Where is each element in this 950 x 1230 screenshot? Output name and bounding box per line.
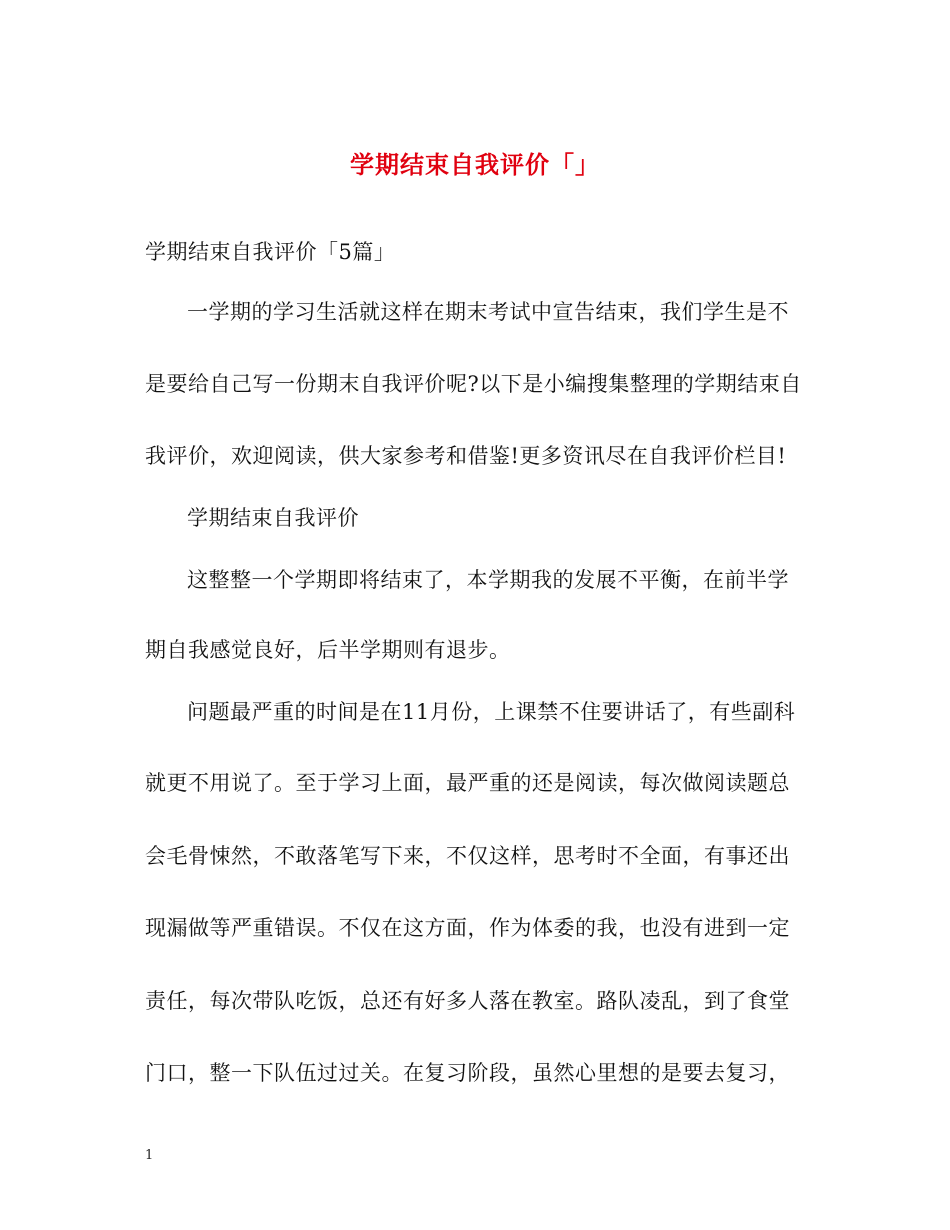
paragraph-line: 问题最严重的时间是在11月份，上课禁不住要讲话了，有些副科 [187, 700, 796, 724]
page-number: 1 [145, 1148, 154, 1163]
paragraph-line: 责任，每次带队吃饭，总还有好多人落在教室。路队凌乱，到了食堂 [145, 989, 790, 1013]
paragraph-line: 是要给自己写一份期末自我评价呢?以下是小编搜集整理的学期结束自 [145, 372, 802, 396]
paragraph-line: 一学期的学习生活就这样在期末考试中宣告结束，我们学生是不 [187, 300, 789, 324]
document-title: 学期结束自我评价「」 [350, 150, 600, 179]
paragraph-line: 就更不用说了。至于学习上面，最严重的还是阅读，每次做阅读题总 [145, 771, 790, 795]
paragraph-line: 现漏做等严重错误。不仅在这方面，作为体委的我，也没有进到一定 [145, 916, 790, 940]
paragraph-line: 会毛骨悚然，不敢落笔写下来，不仅这样，思考时不全面，有事还出 [145, 844, 790, 868]
paragraph-line: 这整整一个学期即将结束了，本学期我的发展不平衡，在前半学 [187, 568, 789, 592]
document-subtitle: 学期结束自我评价「5篇」 [145, 240, 396, 264]
paragraph-line: 门口，整一下队伍过过关。在复习阶段，虽然心里想的是要去复习， [145, 1061, 790, 1085]
section-heading: 学期结束自我评价 [187, 506, 359, 530]
paragraph-line: 我评价，欢迎阅读，供大家参考和借鉴!更多资讯尽在自我评价栏目! [145, 444, 787, 468]
paragraph-line: 期自我感觉良好，后半学期则有退步。 [145, 638, 511, 662]
